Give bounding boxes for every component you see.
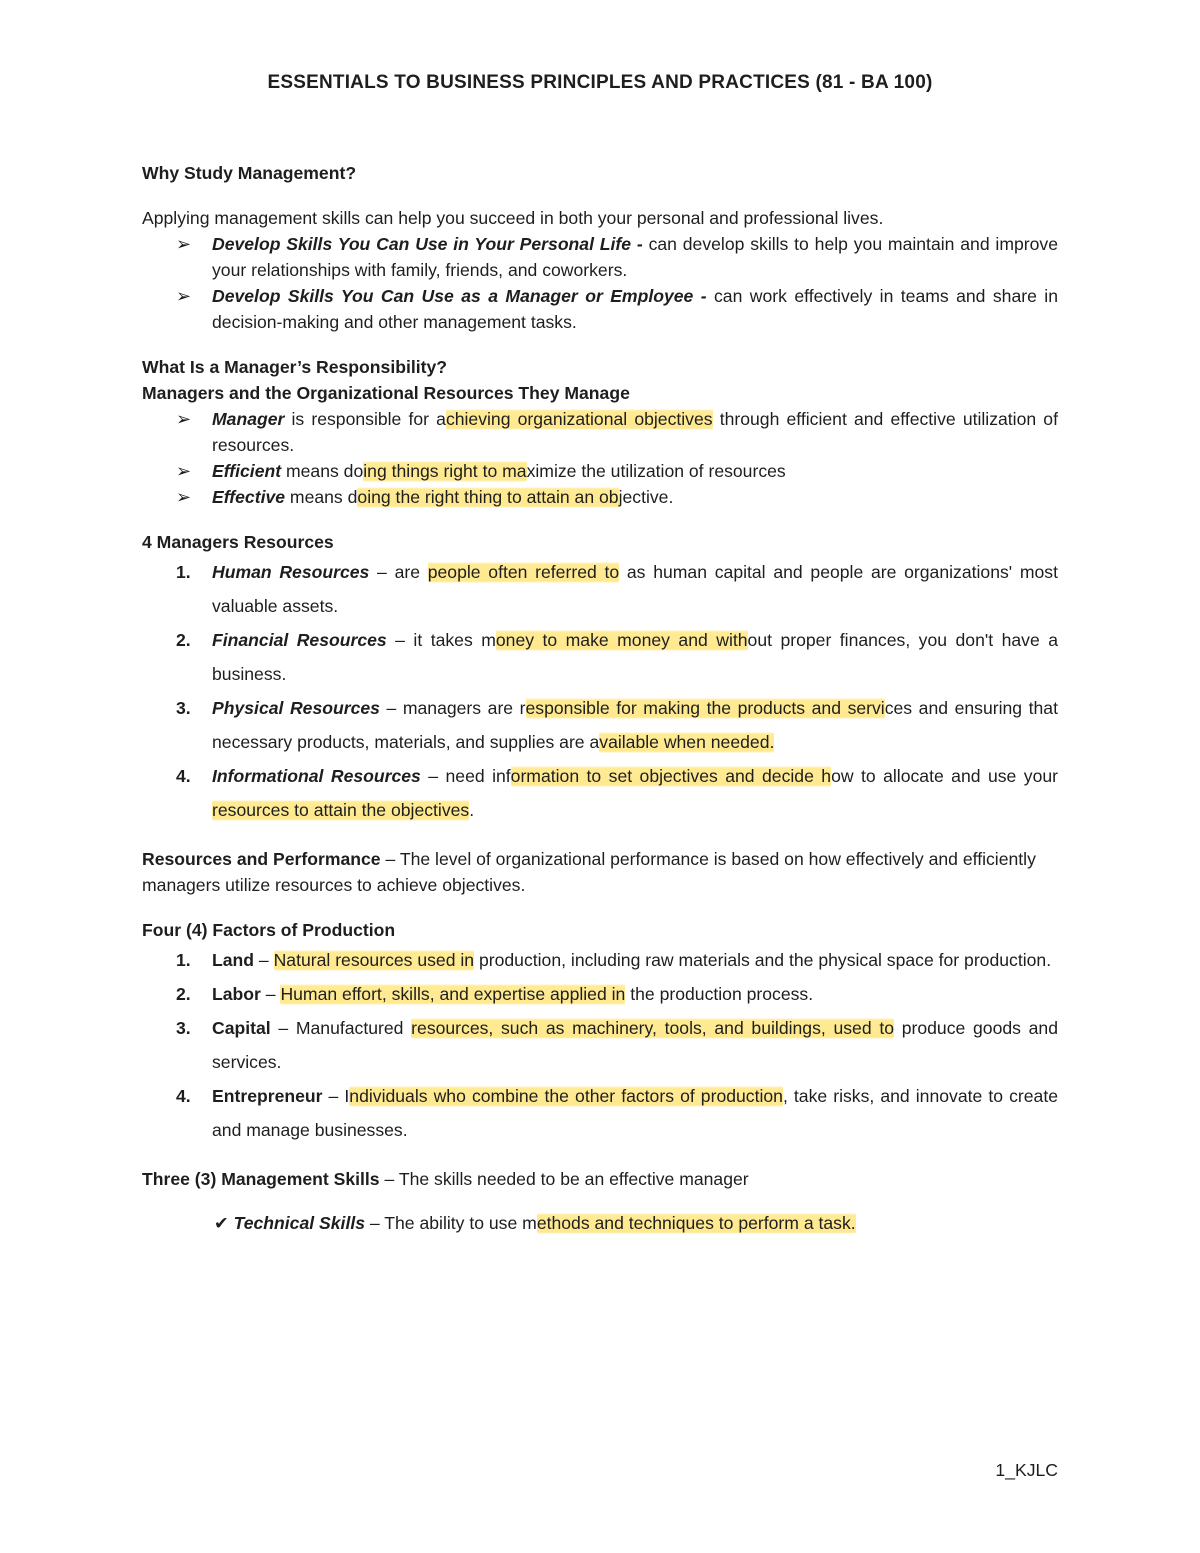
- section-subheading-resources-managed: Managers and the Organizational Resources They Manage: [142, 383, 630, 403]
- item-text: – I: [322, 1086, 350, 1106]
- highlighted-text: oney to make money and with: [495, 630, 748, 650]
- why-intro: Applying management skills can help you succeed in both your personal and professional lives.: [142, 208, 884, 228]
- highlighted-text: ing things right to ma: [363, 461, 527, 481]
- item-number: 4.: [176, 766, 191, 786]
- arrow-bullet-icon: ➢: [176, 286, 192, 306]
- page-footer: 1_KJLC: [995, 1460, 1058, 1480]
- list-item: [142, 555, 1058, 623]
- item-text: the production process.: [625, 984, 814, 1004]
- item-term: Land: [212, 950, 255, 970]
- list-item: [142, 623, 1058, 691]
- list-item: [142, 231, 1058, 283]
- item-text: – need inf: [420, 766, 511, 786]
- list-item: [142, 1011, 1058, 1079]
- bullet-text: can develop skills to help you maintain and improve your relationships with family, friends, and coworkers.: [212, 234, 1058, 280]
- list-item: [142, 1079, 1058, 1147]
- management-skills-paragraph: [142, 1166, 1058, 1192]
- item-term: Informational Resources: [212, 766, 421, 786]
- item-text: ces and ensuring that necessary products, materials, and supplies are a: [212, 698, 1058, 752]
- section-heading-why: Why Study Management?: [142, 163, 357, 183]
- item-text: , take risks, and innovate to create and manage businesses.: [212, 1086, 1058, 1140]
- item-text: – managers are r: [379, 698, 526, 718]
- section-heading-resources: 4 Managers Resources: [142, 532, 334, 552]
- item-text: .: [469, 800, 475, 820]
- highlighted-text: resources, such as machinery, tools, and buildings, used to: [411, 1018, 895, 1038]
- arrow-bullet-icon: ➢: [176, 487, 192, 507]
- list-item: [142, 283, 1058, 335]
- item-term: Labor: [212, 984, 261, 1004]
- item-number: 2.: [176, 984, 191, 1004]
- item-number: 2.: [176, 630, 191, 650]
- item-number: 4.: [176, 1086, 191, 1106]
- responsibility-bullet-list: [142, 406, 1058, 510]
- document-title: ESSENTIALS TO BUSINESS PRINCIPLES AND PRACTICES (81 - BA 100): [267, 72, 933, 93]
- section-heading-responsibility: What Is a Manager’s Responsibility?: [142, 357, 448, 377]
- bullet-text: is responsible for a: [284, 409, 446, 429]
- item-text: production, including raw materials and the physical space for production.: [474, 950, 1052, 970]
- item-text: – it takes m: [386, 630, 496, 650]
- highlighted-text: ormation to set objectives and decide h: [510, 766, 832, 786]
- arrow-bullet-icon: ➢: [176, 234, 192, 254]
- bullet-text: can work effectively in teams and share in decision-making and other management tasks.: [212, 286, 1058, 332]
- document-body: [142, 160, 1058, 1236]
- highlighted-text: vailable when needed.: [599, 732, 775, 752]
- resources-numbered-list: [142, 555, 1058, 827]
- item-text: as human capital and people are organizations' most valuable assets.: [212, 562, 1058, 616]
- highlighted-text: chieving organizational objectives: [445, 409, 713, 429]
- item-term: Physical Resources: [212, 698, 380, 718]
- item-text: ow to allocate and use your: [831, 766, 1058, 786]
- section-heading-factors: Four (4) Factors of Production: [142, 920, 396, 940]
- item-number: 3.: [176, 698, 191, 718]
- list-item: [142, 484, 1058, 510]
- list-item: [142, 759, 1058, 827]
- performance-text: – The level of organizational performance is based on how effectively and efficiently managers utilize resources to achieve objectives.: [142, 849, 1036, 895]
- checkmark-icon: ✔: [214, 1213, 229, 1233]
- item-number: 1.: [176, 562, 191, 582]
- item-text: – are: [369, 562, 428, 582]
- list-item: [142, 458, 1058, 484]
- item-term: Technical Skills: [233, 1213, 366, 1233]
- item-term: Capital: [212, 1018, 271, 1038]
- highlighted-text: ethods and techniques to perform a task.: [536, 1213, 856, 1233]
- arrow-bullet-icon: ➢: [176, 461, 192, 481]
- why-bullet-list: [142, 231, 1058, 335]
- list-item: [142, 977, 1058, 1011]
- highlighted-text: oing the right thing to attain an ob: [357, 487, 619, 507]
- highlighted-text: ndividuals who combine the other factors of production: [349, 1086, 783, 1106]
- item-term: Financial Resources: [212, 630, 387, 650]
- skills-term: Three (3) Management Skills: [142, 1169, 380, 1189]
- item-term: Human Resources: [212, 562, 370, 582]
- list-item: [142, 406, 1058, 458]
- bullet-text: means do: [281, 461, 364, 481]
- highlighted-text: people often referred to: [427, 562, 620, 582]
- bullet-term: Develop Skills You Can Use as a Manager or Employee -: [212, 286, 707, 306]
- list-item: [142, 691, 1058, 759]
- highlighted-text: resources to attain the objectives: [212, 800, 470, 820]
- item-text: –: [254, 950, 274, 970]
- highlighted-text: Natural resources used in: [273, 950, 475, 970]
- technical-skills-item: [142, 1210, 1058, 1236]
- item-text: – The ability to use m: [365, 1213, 537, 1233]
- bullet-text: means d: [285, 487, 358, 507]
- item-text: produce goods and services.: [212, 1018, 1059, 1072]
- item-number: 3.: [176, 1018, 191, 1038]
- performance-paragraph: [142, 846, 1058, 898]
- arrow-bullet-icon: ➢: [176, 409, 192, 429]
- bullet-term: Develop Skills You Can Use in Your Personal Life -: [212, 234, 643, 254]
- bullet-term: Effective: [212, 487, 286, 507]
- item-number: 1.: [176, 950, 191, 970]
- highlighted-text: Human effort, skills, and expertise applied in: [280, 984, 626, 1004]
- bullet-text: ximize the utilization of resources: [526, 461, 786, 481]
- skills-text: – The skills needed to be an effective manager: [379, 1169, 749, 1189]
- item-text: out proper finances, you don't have a business.: [212, 630, 1058, 684]
- item-text: –: [260, 984, 281, 1004]
- bullet-term: Efficient: [212, 461, 282, 481]
- item-text: – Manufactured: [270, 1018, 412, 1038]
- bullet-text: jective.: [618, 487, 674, 507]
- bullet-text: through efficient and effective utilization of resources.: [212, 409, 1058, 455]
- factors-numbered-list: [142, 943, 1058, 1147]
- highlighted-text: esponsible for making the products and servi: [525, 698, 885, 718]
- item-term: Entrepreneur: [212, 1086, 323, 1106]
- bullet-term: Manager: [212, 409, 285, 429]
- list-item: [142, 943, 1058, 977]
- performance-term: Resources and Performance: [142, 849, 381, 869]
